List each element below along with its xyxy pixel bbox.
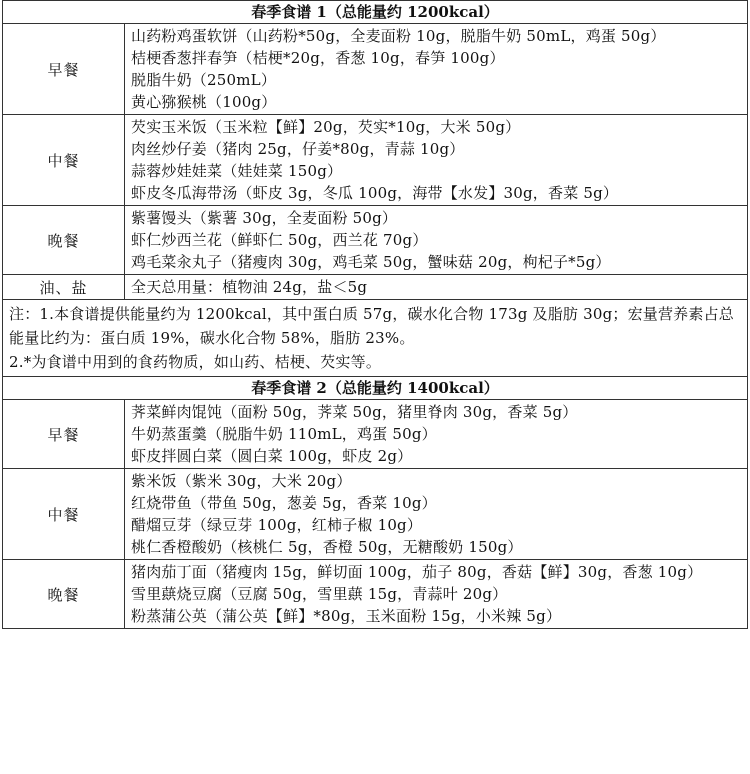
menu2-lunch-items — [125, 469, 748, 560]
menu1-oil-salt-row — [3, 275, 748, 300]
menu1-dinner-item-2: 虾仁炒西兰花（鲜虾仁 50g，西兰花 70g） — [131, 231, 428, 249]
menu1-lunch-item-2: 肉丝炒仔姜（猪肉 25g，仔姜*80g，青蒜 10g） — [131, 140, 465, 158]
menu1-title: 春季食谱 1（总能量约 1200kcal） — [3, 1, 748, 24]
menu2-dinner-items — [125, 560, 748, 629]
menu1-oil-salt-value: 全天总用量：植物油 24g，盐＜5g — [131, 278, 368, 296]
menu2-dinner-item-2: 雪里蕻烧豆腐（豆腐 50g，雪里蕻 15g，青蒜叶 20g） — [131, 585, 508, 603]
menu1-breakfast-item-1: 山药粉鸡蛋软饼（山药粉*50g，全麦面粉 10g，脱脂牛奶 50mL，鸡蛋 50g） — [131, 27, 666, 45]
menu1-oil-salt-text — [125, 275, 748, 300]
menu1-dinner-row — [3, 206, 748, 275]
menu1-notes-row — [3, 300, 748, 377]
menu1-note-1: 注：1.本食谱提供能量约为 1200kcal，其中蛋白质 57g，碳水化合物 173g 及脂肪 30g；宏量营养素占总能量比约为：蛋白质 19%，碳水化合物 58%，脂肪 23%。 — [9, 305, 734, 347]
menu2-lunch-row — [3, 469, 748, 560]
menu1-breakfast-item-2: 桔梗香葱拌春笋（桔梗*20g，香葱 10g，春笋 100g） — [131, 49, 505, 67]
menu2-lunch-item-2: 红烧带鱼（带鱼 50g，葱姜 5g，香菜 10g） — [131, 494, 437, 512]
menu1-lunch-label: 中餐 — [3, 115, 125, 206]
menu1-breakfast-row — [3, 24, 748, 115]
menu1-breakfast-item-3: 脱脂牛奶（250mL） — [131, 71, 277, 89]
menu2-dinner-item-3: 粉蒸蒲公英（蒲公英【鲜】*80g，玉米面粉 15g，小米辣 5g） — [131, 607, 562, 625]
menu1-oil-salt-label: 油、盐 — [3, 275, 125, 300]
menu1-dinner-item-3: 鸡毛菜汆丸子（猪瘦肉 30g，鸡毛菜 50g，蟹味菇 20g，枸杞子*5g） — [131, 253, 611, 271]
menu1-title-row — [3, 1, 748, 24]
menu2-lunch-item-4: 桃仁香橙酸奶（核桃仁 5g，香橙 50g，无糖酸奶 150g） — [131, 538, 523, 556]
menu2-lunch-label: 中餐 — [3, 469, 125, 560]
menu1-lunch-row — [3, 115, 748, 206]
menu2-lunch-item-1: 紫米饭（紫米 30g，大米 20g） — [131, 472, 352, 490]
menu1-dinner-label: 晚餐 — [3, 206, 125, 275]
menu1-lunch-item-1: 芡实玉米饭（玉米粒【鲜】20g，芡实*10g，大米 50g） — [131, 118, 521, 136]
menu1-dinner-item-1: 紫薯馒头（紫薯 30g，全麦面粉 50g） — [131, 209, 398, 227]
menu1-lunch-item-4: 虾皮冬瓜海带汤（虾皮 3g，冬瓜 100g，海带【水发】30g，香菜 5g） — [131, 184, 619, 202]
recipe-table — [2, 0, 748, 629]
menu1-notes — [3, 300, 748, 377]
menu1-breakfast-items — [125, 24, 748, 115]
menu2-breakfast-item-3: 虾皮拌圆白菜（圆白菜 100g，虾皮 2g） — [131, 447, 413, 465]
menu2-title-row — [3, 377, 748, 400]
menu1-breakfast-item-4: 黄心猕猴桃（100g） — [131, 93, 277, 111]
menu1-lunch-item-3: 蒜蓉炒娃娃菜（娃娃菜 150g） — [131, 162, 343, 180]
menu1-note-2: 2.*为食谱中用到的食药物质，如山药、桔梗、芡实等。 — [9, 353, 382, 371]
menu2-dinner-label: 晚餐 — [3, 560, 125, 629]
menu2-dinner-item-1: 猪肉茄丁面（猪瘦肉 15g，鲜切面 100g，茄子 80g，香菇【鲜】30g，香葱 10g） — [131, 563, 703, 581]
menu1-dinner-items — [125, 206, 748, 275]
menu2-breakfast-row — [3, 400, 748, 469]
menu2-breakfast-label: 早餐 — [3, 400, 125, 469]
menu2-title: 春季食谱 2（总能量约 1400kcal） — [3, 377, 748, 400]
menu2-breakfast-items — [125, 400, 748, 469]
menu2-lunch-item-3: 醋熘豆芽（绿豆芽 100g，红柿子椒 10g） — [131, 516, 423, 534]
menu2-breakfast-item-1: 荠菜鲜肉馄饨（面粉 50g，荠菜 50g，猪里脊肉 30g，香菜 5g） — [131, 403, 578, 421]
menu2-breakfast-item-2: 牛奶蒸蛋羹（脱脂牛奶 110mL，鸡蛋 50g） — [131, 425, 437, 443]
menu1-lunch-items — [125, 115, 748, 206]
menu1-breakfast-label: 早餐 — [3, 24, 125, 115]
menu2-dinner-row — [3, 560, 748, 629]
